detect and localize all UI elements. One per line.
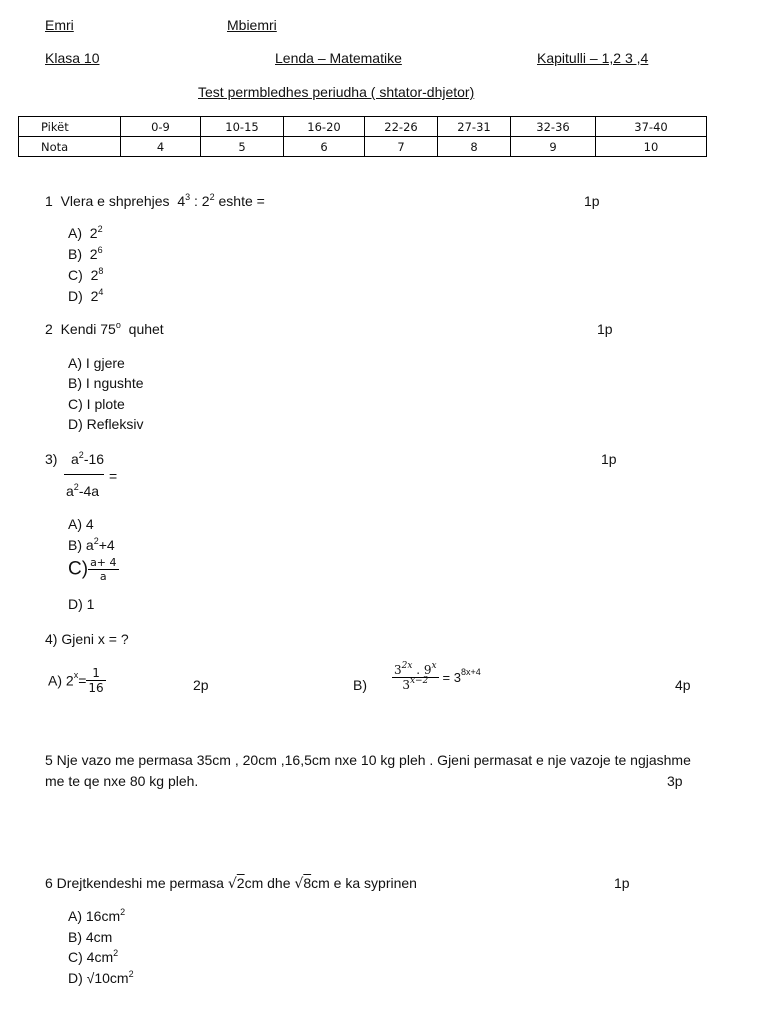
table-cell: 10 <box>596 137 707 157</box>
q1-option-c[interactable]: C) $2^8$ <box>68 266 104 283</box>
table-cell: 8 <box>438 137 511 157</box>
question-2-points: 1p <box>597 321 613 337</box>
q4-part-b-label: B) <box>353 677 367 693</box>
q4-part-b-expression: $\frac{3^{2x} . 9^x}{3^{x-2}}$ = $3^{8x+4}$ <box>394 661 481 692</box>
table-cell: 0-9 <box>121 117 201 137</box>
q3-numerator: $a^2-16$ <box>71 450 105 467</box>
question-4: 4) Gjeni x = ? <box>45 631 129 647</box>
q2-option-b[interactable]: B) I ngushte <box>68 375 144 391</box>
table-cell: 37-40 <box>596 117 707 137</box>
q3-option-b[interactable]: B) $a^2+4$ <box>68 536 115 553</box>
sqrt-icon: √ <box>227 876 237 892</box>
table-cell: 10-15 <box>201 117 284 137</box>
table-cell: 5 <box>201 137 284 157</box>
question-5-line-2: me te qe nxe 80 kg pleh. <box>45 773 199 789</box>
q1-option-b[interactable]: B) $2^6$ <box>68 245 103 262</box>
q2-option-c[interactable]: C) I plote <box>68 396 125 412</box>
q3-option-c-fraction: $\frac{a+ 4}{a}$ <box>90 556 117 583</box>
question-1: 1 Vlera e shprehjes $4^3$ : $2^2$ eshte = <box>45 192 265 209</box>
q3-option-d[interactable]: D) 1 <box>68 596 95 612</box>
class-label: Klasa 10 <box>45 50 100 66</box>
question-3-number: 3) <box>45 451 58 467</box>
q6-option-c[interactable]: C) $4cm^2$ <box>68 948 119 965</box>
question-2: 2 Kendi 75$^o$ quhet <box>45 320 164 337</box>
q4-part-b-points: 4p <box>675 677 691 693</box>
q4-a-fraction: $\frac{1}{16}$ <box>88 666 104 695</box>
q4-part-a-points: 2p <box>193 677 209 693</box>
table-cell: 22-26 <box>365 117 438 137</box>
q6-option-a[interactable]: A) $16cm^2$ <box>68 907 126 924</box>
grade-table <box>18 116 707 157</box>
question-5-points: 3p <box>667 773 683 789</box>
test-title: Test permbledhes periudha ( shtator-dhjetor) <box>198 84 475 100</box>
q1-option-a[interactable]: A) $2^2$ <box>68 224 103 241</box>
q3-equals: = <box>109 468 118 484</box>
table-cell: Nota <box>19 137 121 157</box>
table-row <box>19 137 707 157</box>
q6-option-b[interactable]: B) 4cm <box>68 929 113 945</box>
question-6: 6 Drejtkendeshi me permasa √2cm dhe √8cm e ka syprinen <box>45 875 417 892</box>
table-row <box>19 117 707 137</box>
q6-option-d[interactable]: D) $√10cm^2$ <box>68 969 134 986</box>
question-1-points: 1p <box>584 193 600 209</box>
question-3-points: 1p <box>601 451 617 467</box>
table-cell: 7 <box>365 137 438 157</box>
q4-part-a: A) $2^x=$ $\frac{1}{16}$ <box>48 666 104 695</box>
table-cell: 27-31 <box>438 117 511 137</box>
question-6-points: 1p <box>614 875 630 891</box>
q4-b-fraction: $\frac{3^{2x} . 9^x}{3^{x-2}}$ <box>394 661 437 692</box>
q3-fraction-bar <box>64 474 104 475</box>
name-label: Emri <box>45 17 74 33</box>
subject-label: Lenda – Matematike <box>275 50 402 66</box>
chapter-label: Kapitulli – 1,2 3 ,4 <box>537 50 649 66</box>
table-cell: 32-36 <box>511 117 596 137</box>
q1-option-d[interactable]: D) $2^4$ <box>68 287 104 304</box>
table-cell: 9 <box>511 137 596 157</box>
q3-option-c[interactable]: C) $\frac{a+ 4}{a}$ <box>68 556 117 583</box>
surname-label: Mbiemri <box>227 17 277 33</box>
table-cell: 6 <box>284 137 365 157</box>
q2-option-a[interactable]: A) I gjere <box>68 355 125 371</box>
q3-denominator: $a^2-4a$ <box>66 482 100 499</box>
question-5-line-1: 5 Nje vazo me permasa 35cm , 20cm ,16,5cm nxe 10 kg pleh . Gjeni permasat e nje vazoje te ngjashme <box>45 752 691 768</box>
table-cell: Pikët <box>19 117 121 137</box>
table-cell: 16-20 <box>284 117 365 137</box>
sqrt-icon: √ <box>294 876 304 892</box>
table-cell: 4 <box>121 137 201 157</box>
q3-option-a[interactable]: A) 4 <box>68 516 94 532</box>
q2-option-d[interactable]: D) Refleksiv <box>68 416 144 432</box>
